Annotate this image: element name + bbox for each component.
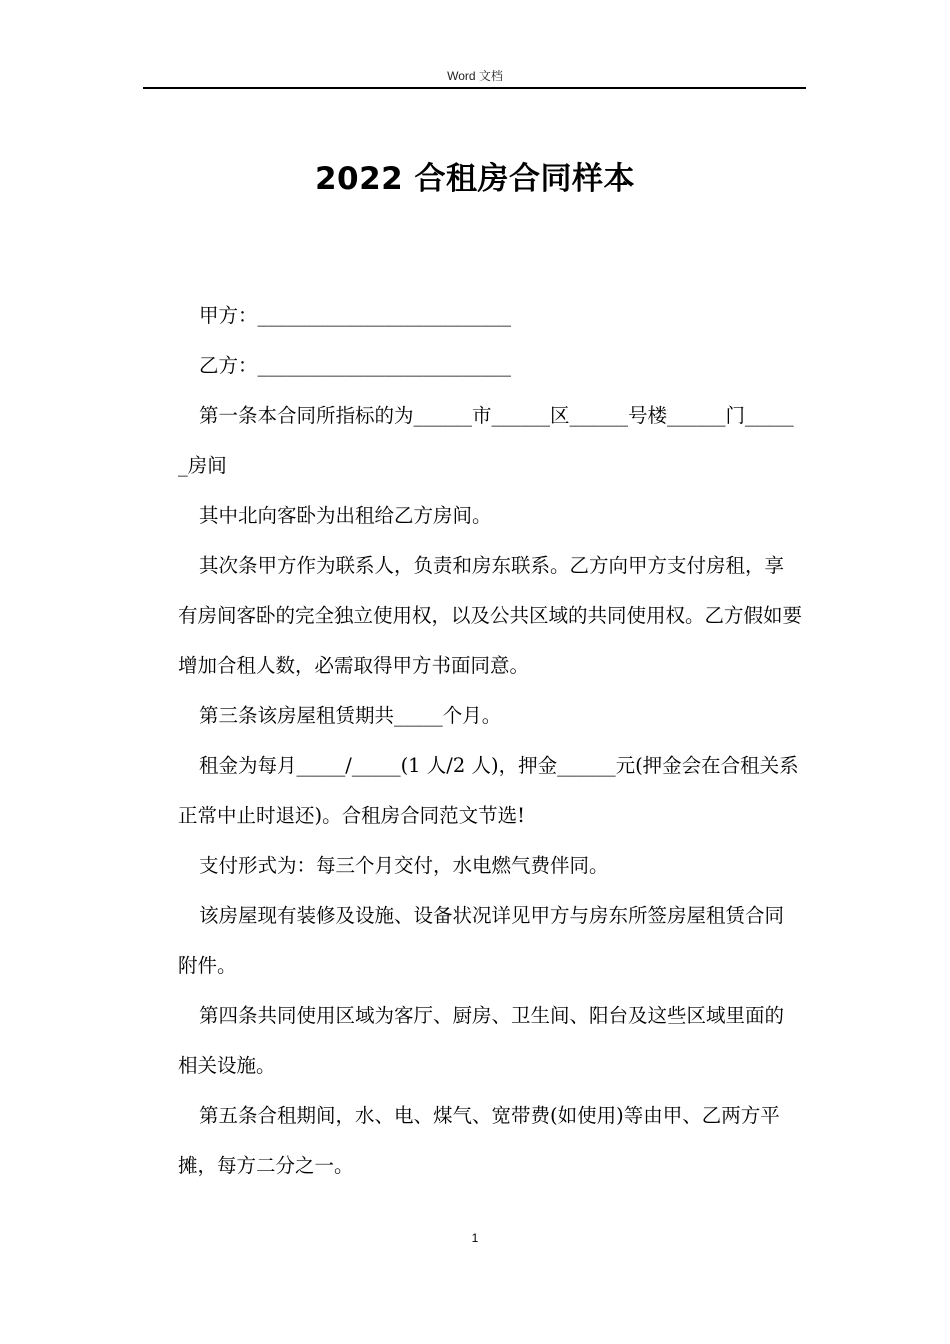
party-b-line: 乙方：__________________________ xyxy=(199,354,512,377)
page-number: 1 xyxy=(471,1231,479,1245)
header-divider xyxy=(143,87,806,89)
clause-1-paragraph: 第一条本合同所指标的为______市______区______号楼______门______房间 xyxy=(178,404,794,477)
document-body xyxy=(178,291,803,1191)
clause-3-paragraph: 第三条该房屋租赁期共_____个月。 xyxy=(199,704,502,727)
clause-2-paragraph: 其次条甲方作为联系人，负责和房东联系。乙方向甲方支付房租，享有房间客卧的完全独立使用权，以及公共区域的共同使用权。乙方假如要增加合租人数，必需取得甲方书面同意。 xyxy=(178,554,803,677)
party-a-line: 甲方：__________________________ xyxy=(199,304,512,327)
facilities-paragraph: 该房屋现有装修及设施、设备状况详见甲方与房东所签房屋租赁合同附件。 xyxy=(178,904,785,977)
clause-4-paragraph: 第四条共同使用区域为客厅、厨房、卫生间、阳台及这些区域里面的相关设施。 xyxy=(178,1004,785,1077)
document-title: 2022 合租房合同样本 xyxy=(314,161,636,197)
clause-5-paragraph: 第五条合租期间，水、电、煤气、宽带费(如使用)等由甲、乙两方平摊，每方二分之一。 xyxy=(178,1104,780,1177)
page-header-label: Word 文档 xyxy=(447,69,503,83)
payment-paragraph: 支付形式为：每三个月交付，水电燃气费伴同。 xyxy=(199,854,609,877)
bedroom-paragraph: 其中北向客卧为出租给乙方房间。 xyxy=(199,504,492,527)
rent-paragraph: 租金为每月_____/_____(1 人/2 人)，押金______元(押金会在合租关系正常中止时退还)。合租房合同范文节选! xyxy=(178,754,799,827)
